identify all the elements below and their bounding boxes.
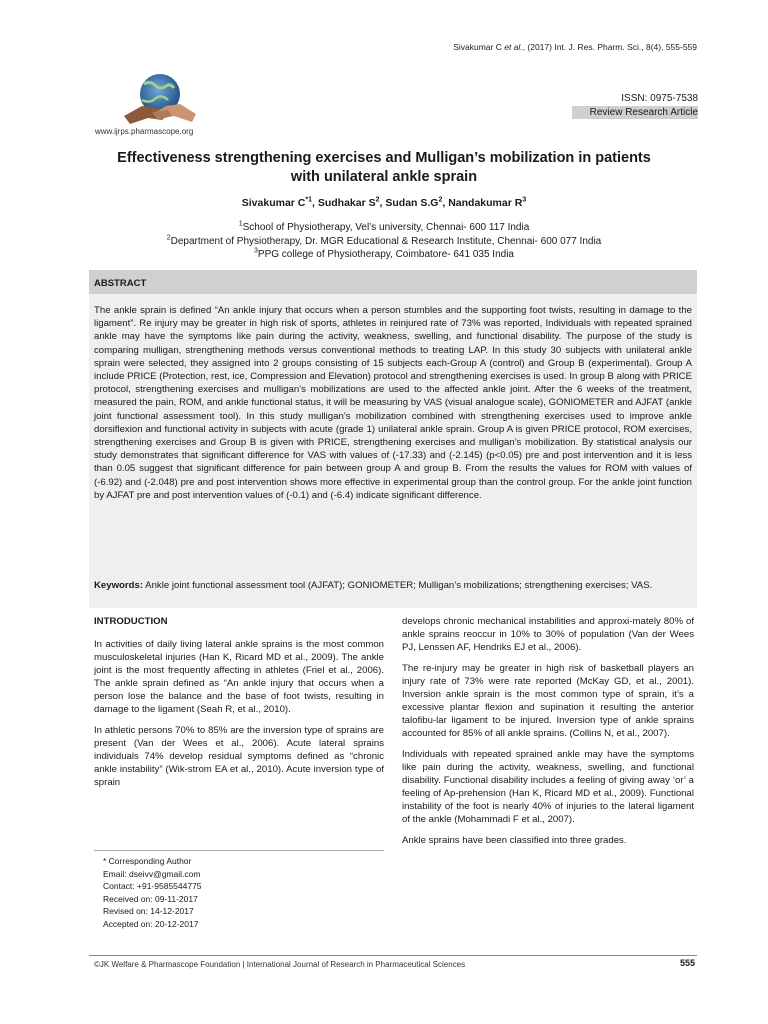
accepted-date: Accepted on: 20-12-2017	[103, 918, 199, 929]
footnote-divider	[94, 850, 384, 851]
corresponding-contact: Contact: +91-9585544775	[103, 881, 202, 892]
author-name: Sivakumar C	[241, 197, 306, 209]
affiliation-sup: 2	[166, 234, 171, 242]
author-list: Sivakumar $C^{*1}$, Sudhakar $S^2$, Sudan $S.G^2$, Nandakumar $R^3$	[241, 196, 527, 209]
section-heading: INTRODUCTION	[94, 616, 168, 627]
author-name: Nandakumar R	[448, 197, 523, 209]
abstract-box	[89, 294, 697, 608]
journal-website: www.ijrps.pharmascope.org	[95, 127, 194, 136]
issn: ISSN: 0975-7538	[621, 93, 698, 104]
affiliation-item	[80, 221, 688, 235]
affiliation-text: School of Physiotherapy, Vel’s university, Chennai- 600 117 India	[242, 222, 530, 233]
author-sup: *1	[305, 196, 312, 204]
article-type-badge: Review Research Article	[572, 106, 698, 119]
abstract-heading: ABSTRACT	[94, 278, 147, 289]
author-sup: 2	[438, 196, 443, 204]
corresponding-email: Email: dseivv@gmail.com	[103, 868, 201, 879]
corresponding-label: * Corresponding Author	[103, 856, 192, 866]
paragraph: Ankle sprains have been classified into three grades.	[402, 835, 627, 846]
footer-text: ©JK Welfare & Pharmascope Foundation | International Journal of Research in Pharmaceutical Sciences	[94, 960, 466, 969]
affiliation-text: Department of Physiotherapy, Dr. MGR Educational & Research Institute, Chennai- 600 077 India	[170, 235, 602, 247]
corresponding-author-note	[103, 855, 202, 931]
title-line-1: Effectiveness strengthening exercises and Mulligan’s mobilization in patients	[117, 150, 651, 166]
footer-divider	[89, 955, 697, 956]
author-sup: 3	[522, 196, 527, 204]
affiliation-sup: 1	[238, 220, 243, 228]
affiliation-item	[80, 248, 688, 262]
paragraph: Individuals with repeated sprained ankle may have the symptoms like pain during the activity, weakness, swelling, and functional disability. Functional disability includes a feeling of giving away ‘or’ a feeling of Ap-prehension (Han K, Ricard MD et al., 2009). Functional instability of the foot is nearly 40% of injuries to the lateral ligament of the ankle (Mohammadi F et al., 2007).	[402, 749, 694, 825]
handshake-logo-icon	[122, 70, 198, 128]
citation-etal: et al.	[504, 42, 523, 52]
title-line-2: with unilateral ankle sprain	[290, 169, 478, 185]
author-name: Sudhakar S	[317, 197, 376, 209]
paragraph: The re-injury may be greater in high risk of basketball players an injury rate of 73% were rate reported (McKay GD, et al., 2001). Inversion ankle sprain is the most common type of sprain, it’s a excessive plantar flexion and supination it resulting the anterior talofibu-lar ligament to be injured. Inversion type of ankle sprains accounted for 85% of all ankle sprains. (Collins N, et al., 2007).	[402, 663, 694, 739]
author-sup: 2	[375, 196, 380, 204]
affiliations	[80, 221, 688, 262]
abstract-text: The ankle sprain is defined “An ankle injury that occurs when a person stumbles and the supporting foot twists, resulting in damage to the ligament”. Re injury may be greater in high risk of sports, athletes in reinjured rate of 73% was reported, Individuals with repeated sprained ankle may have the symptoms like pain during the activity, weakness, swelling, and functional disability. The purpose of the study is comparing mulligan, strengthening methods versus conventional methods to treating LAP. In this study 30 subjects with unilateral ankle sprain were selected, they assigned into 2 groups consisting of 15 subjects each-Group A (control) and Group B (experimental). Group A include PRICE (Protection, rest, ice, Compression and Elevation) protocol and strengthening exercises is used. In group B along with PRICE protocol, strengthening exercises and mulligan’s mobilizations are used to the affected ankle joint. After the 6 weeks of the treatment, measured the pain, ROM, and ankle functional status, it will be measuring by VAS (visual analogue scale), GONIOMETER and AJFAT (ankle joint functional assessment tool). In this study mulligan’s mobilization combined with strengthening exercises used to improve ankle dorsiflexion and functional activity in subjects with acute (grade 1) unilateral ankle sprain. Group A is given PRICE protocol, ROM exercises, strengthening exercises and Group B is given with PRICE, strengthening exercises and mulligan’s mobilization. By statistical analysis our study demonstrates that significant difference for VAS with values of (-17.33) and (-2.145) (p<0.05) pre and post intervention and it is less than 0.05 suggest that significant difference for pain between group A and group B. From the results the values for ROM with values of (-6.92) and (-2.048) pre and post intervention shows more effective in experimental group than the control group. For the ankle joint function by AJFAT pre and post intervention values of (-0.1) and (-6.4) indicate significant difference.	[94, 305, 692, 501]
keywords-label: Keywords:	[94, 580, 144, 591]
paper-title	[80, 149, 688, 187]
author-name: Sudan S.G	[385, 197, 439, 209]
column-right	[402, 615, 694, 855]
citation-journal: , (2017) Int. J. Res. Pharm. Sci., 8(4), 555-559	[522, 42, 697, 52]
running-citation	[453, 42, 697, 52]
column-left	[94, 615, 384, 797]
keywords-text: Ankle joint functional assessment tool (AJFAT); GONIOMETER; Mulligan’s mobilizations; strengthening exercises; VAS.	[143, 580, 653, 591]
paragraph: In athletic persons 70% to 85% are the inversion type of sprains are present (Van der Wees et al., 2006). Acute lateral sprains individuals 74% develop residual symptoms defined as “chronic ankle instability” (Wik-strom EA et al., 2010). Acute inversion type of sprain	[94, 725, 384, 788]
paragraph: develops chronic mechanical instabilities and approxi-mately 80% of ankle sprains reoccur in 10% to 30% of population (Van der Wees PJ, Lenssen AF, Hendriks EJ et al., 2006).	[402, 616, 694, 653]
paragraph: In activities of daily living lateral ankle sprains is the most common musculoskeletal injuries (Han K, Ricard MD et al., 2009). The ankle joint is the most frequently affecting in athletes (Friel et al., 2006). The ankle sprain defined as “An ankle injury that occurs when a person lose the balance and the base of foot twists, resulting in damage to the ligament (Seah R, et al., 2010).	[94, 639, 384, 715]
page-number: 555	[679, 958, 695, 968]
affiliation-sup: 3	[254, 247, 258, 255]
affiliation-item	[80, 235, 688, 249]
keywords	[94, 579, 692, 592]
affiliation-text: PPG college of Physiotherapy, Coimbatore- 641 035 India	[257, 249, 514, 260]
citation-authors: Sivakumar C	[453, 42, 505, 52]
received-date: Received on: 09-11-2017	[103, 893, 198, 904]
revised-date: Revised on: 14-12-2017	[103, 906, 194, 917]
abstract-header	[89, 270, 697, 294]
